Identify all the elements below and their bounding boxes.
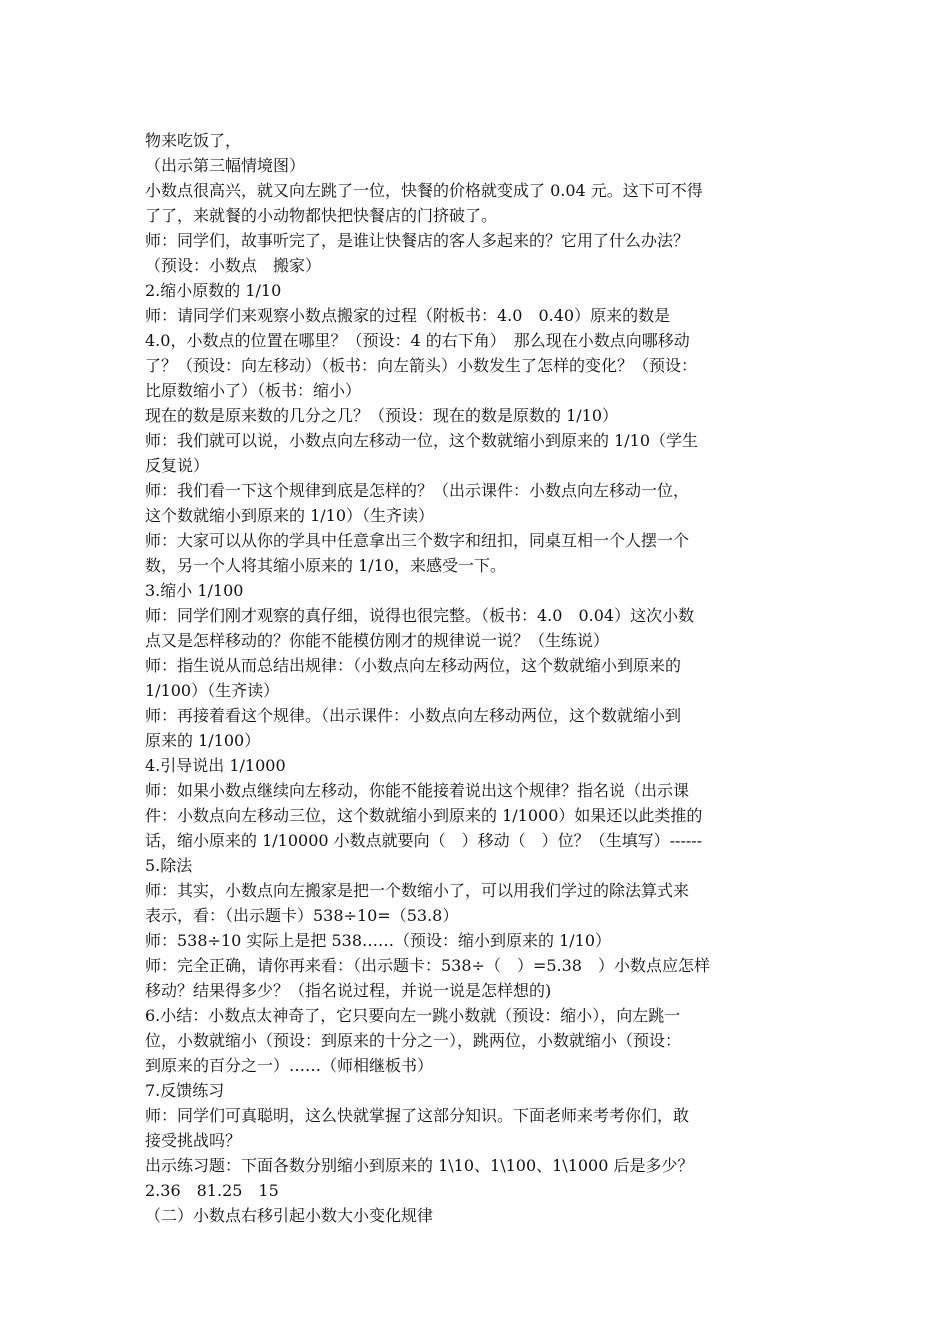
text-line: 2.36 81.25 15 xyxy=(145,1181,279,1200)
text-line: 了？（预设：向左移动）（板书：向左箭头）小数发生了怎样的变化？（预设： xyxy=(145,356,698,375)
text-line: 7.反馈练习 xyxy=(145,1081,225,1100)
text-line: 4.引导说出 1/1000 xyxy=(145,756,286,775)
text-line: 移动？结果得多少？（指名说过程，并说一说是怎样想的) xyxy=(145,981,552,1000)
text-line: 师：请同学们来观察小数点搬家的过程（附板书：4.0 0.40）原来的数是 xyxy=(145,306,671,325)
text-line: （预设：小数点 搬家） xyxy=(145,256,322,275)
text-line: 现在的数是原来数的几分之几？（预设：现在的数是原数的 1/10） xyxy=(145,406,619,425)
text-line: 4.0，小数点的位置在哪里？（预设：4 的右下角） 那么现在小数点向哪移动 xyxy=(145,331,690,350)
text-line: 师：我们看一下这个规律到底是怎样的？（出示课件：小数点向左移动一位， xyxy=(145,481,690,500)
text-line: 5.除法 xyxy=(145,856,193,875)
document-body xyxy=(145,128,810,1228)
text-line: 件：小数点向左移动三位，这个数就缩小到原来的 1/1000）如果还以此类推的 xyxy=(145,806,703,825)
text-line: 这个数就缩小到原来的 1/10）（生齐读） xyxy=(145,506,435,525)
text-line: 师：大家可以从你的学具中任意拿出三个数字和纽扣，同桌互相一个人摆一个 xyxy=(145,531,690,550)
text-line: （出示第三幅情境图） xyxy=(145,156,306,175)
text-line: 位，小数就缩小（预设：到原来的十分之一），跳两位，小数就缩小（预设： xyxy=(145,1031,682,1050)
text-line: 师：如果小数点继续向左移动，你能不能接着说出这个规律？指名说（出示课 xyxy=(145,781,690,800)
text-line: 出示练习题：下面各数分别缩小到原来的 1\10、1\100、1\1000 后是多少？ xyxy=(145,1156,694,1175)
text-line: 师：同学们，故事听完了，是谁让快餐店的客人多起来的？它用了什么办法？ xyxy=(145,231,690,250)
text-line: （二）小数点右移引起小数大小变化规律 xyxy=(145,1206,434,1225)
text-line: 反复说） xyxy=(145,456,210,475)
text-line: 数，另一个人将其缩小原来的 1/10，来感受一下。 xyxy=(145,556,507,575)
text-line: 师：538÷10 实际上是把 538……（预设：缩小到原来的 1/10） xyxy=(145,931,612,950)
text-line: 小数点很高兴，就又向左跳了一位，快餐的价格就变成了 0.04 元。这下可不得 xyxy=(145,181,703,200)
text-line: 点又是怎样移动的？你能不能模仿刚才的规律说一说？（生练说） xyxy=(145,631,610,650)
text-line: 1/100）（生齐读） xyxy=(145,681,280,700)
text-line: 到原来的百分之一）……（师相继板书） xyxy=(145,1056,434,1075)
text-line: 师：再接着看这个规律。（出示课件：小数点向左移动两位，这个数就缩小到 xyxy=(145,706,682,725)
text-line: 接受挑战吗？ xyxy=(145,1131,242,1150)
text-line: 师：完全正确，请你再来看：（出示题卡：538÷（ ）=5.38 ）小数点应怎样 xyxy=(145,956,710,975)
text-line: 师：我们就可以说，小数点向左移动一位，这个数就缩小到原来的 1/10（学生 xyxy=(145,431,699,450)
text-line: 了了，来就餐的小动物都快把快餐店的门挤破了。 xyxy=(145,206,498,225)
text-line: 师：指生说从而总结出规律：（小数点向左移动两位，这个数就缩小到原来的 xyxy=(145,656,682,675)
text-line: 物来吃饭了， xyxy=(145,131,242,150)
text-line: 3.缩小 1/100 xyxy=(145,581,244,600)
text-line: 师：同学们可真聪明，这么快就掌握了这部分知识。下面老师来考考你们，敢 xyxy=(145,1106,690,1125)
text-line: 师：其实，小数点向左搬家是把一个数缩小了，可以用我们学过的除法算式来 xyxy=(145,881,690,900)
text-line: 6.小结：小数点太神奇了，它只要向左一跳小数就（预设：缩小），向左跳一 xyxy=(145,1006,681,1025)
text-line: 话，缩小原来的 1/10000 小数点就要向（ ）移动（ ）位？（生填写）------ xyxy=(145,831,703,850)
text-line: 师：同学们刚才观察的真仔细，说得也很完整。（板书：4.0 0.04）这次小数 xyxy=(145,606,695,625)
text-line: 原来的 1/100） xyxy=(145,731,261,750)
text-line: 2.缩小原数的 1/10 xyxy=(145,281,282,300)
text-line: 比原数缩小了）（板书：缩小） xyxy=(145,381,362,400)
text-line: 表示，看：（出示题卡）538÷10=（53.8） xyxy=(145,906,459,925)
